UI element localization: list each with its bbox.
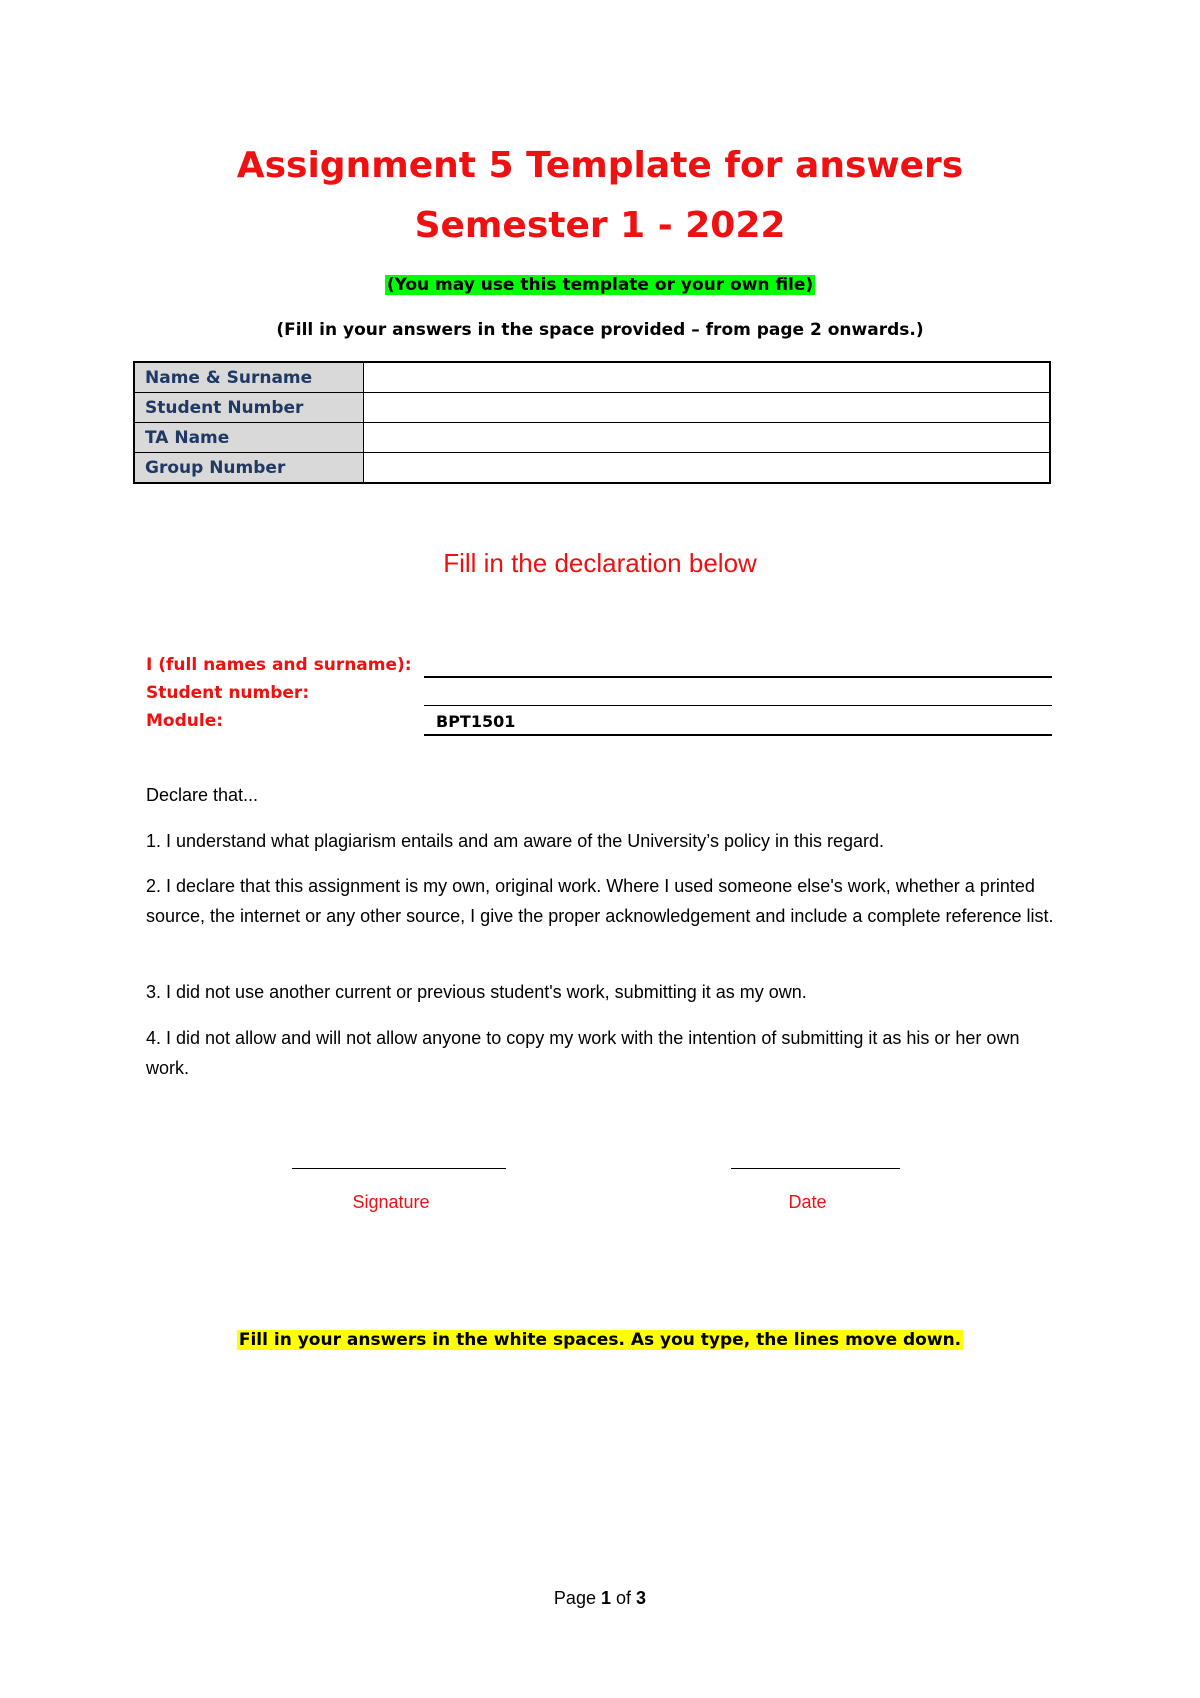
- declaration-item-4: 4. I did not allow and will not allow anyone to copy my work with the intention of submitting it as his or her own work.: [146, 1028, 1020, 1078]
- student-number-underline: [424, 705, 1052, 706]
- name-surname-field[interactable]: [364, 362, 1051, 393]
- student-number-decl-field[interactable]: [424, 680, 1052, 704]
- full-name-label: I (full names and surname):: [146, 655, 412, 675]
- template-note-text: (You may use this template or your own file): [386, 275, 814, 295]
- table-row: [134, 423, 1050, 453]
- full-name-underline: [424, 676, 1052, 678]
- declaration-item-3: 3. I did not use another current or previous student's work, submitting it as my own.: [146, 982, 807, 1002]
- student-number-field[interactable]: [364, 393, 1051, 423]
- module-field[interactable]: BPT1501: [436, 712, 516, 731]
- student-number-label: Student Number: [134, 393, 364, 423]
- instruction-text: (Fill in your answers in the space provided – from page 2 onwards.): [276, 320, 924, 340]
- declaration-item-1: 1. I understand what plagiarism entails and am aware of the University’s policy in this regard.: [146, 831, 885, 851]
- page-footer: [0, 1588, 1200, 1609]
- full-name-field[interactable]: [424, 650, 1052, 676]
- table-row: [134, 393, 1050, 423]
- module-label: Module:: [146, 711, 224, 731]
- declare-intro: Declare that...: [146, 785, 259, 805]
- of-word: of: [616, 1588, 632, 1608]
- group-number-label: Group Number: [134, 453, 364, 484]
- declaration-item-2: 2. I declare that this assignment is my own, original work. Where I used someone else's work, whether a printed source, the internet or any other source, I give the proper acknowledgement and include a complete reference list.: [146, 876, 1054, 926]
- group-number-field[interactable]: [364, 453, 1051, 484]
- page-subtitle: Semester 1 - 2022: [414, 205, 786, 246]
- student-number-decl-label: Student number:: [146, 683, 310, 703]
- table-row: [134, 453, 1050, 484]
- page-total: 3: [636, 1588, 647, 1608]
- ta-name-field[interactable]: [364, 423, 1051, 453]
- signature-line: [292, 1168, 506, 1169]
- date-label: Date: [788, 1192, 827, 1212]
- signature-label: Signature: [352, 1192, 430, 1212]
- name-surname-label: Name & Surname: [134, 362, 364, 393]
- answers-note-text: Fill in your answers in the white spaces. As you type, the lines move down.: [238, 1330, 962, 1350]
- page-current: 1: [600, 1588, 611, 1608]
- page-title: Assignment 5 Template for answers: [236, 145, 964, 186]
- template-note: [0, 275, 1200, 295]
- declaration-heading: Fill in the declaration below: [443, 548, 757, 578]
- date-line: [731, 1168, 900, 1169]
- student-info-table: [133, 361, 1051, 484]
- table-row: [134, 362, 1050, 393]
- answers-note: [0, 1330, 1200, 1350]
- ta-name-label: TA Name: [134, 423, 364, 453]
- page-word: Page: [553, 1588, 596, 1608]
- module-underline: [424, 734, 1052, 736]
